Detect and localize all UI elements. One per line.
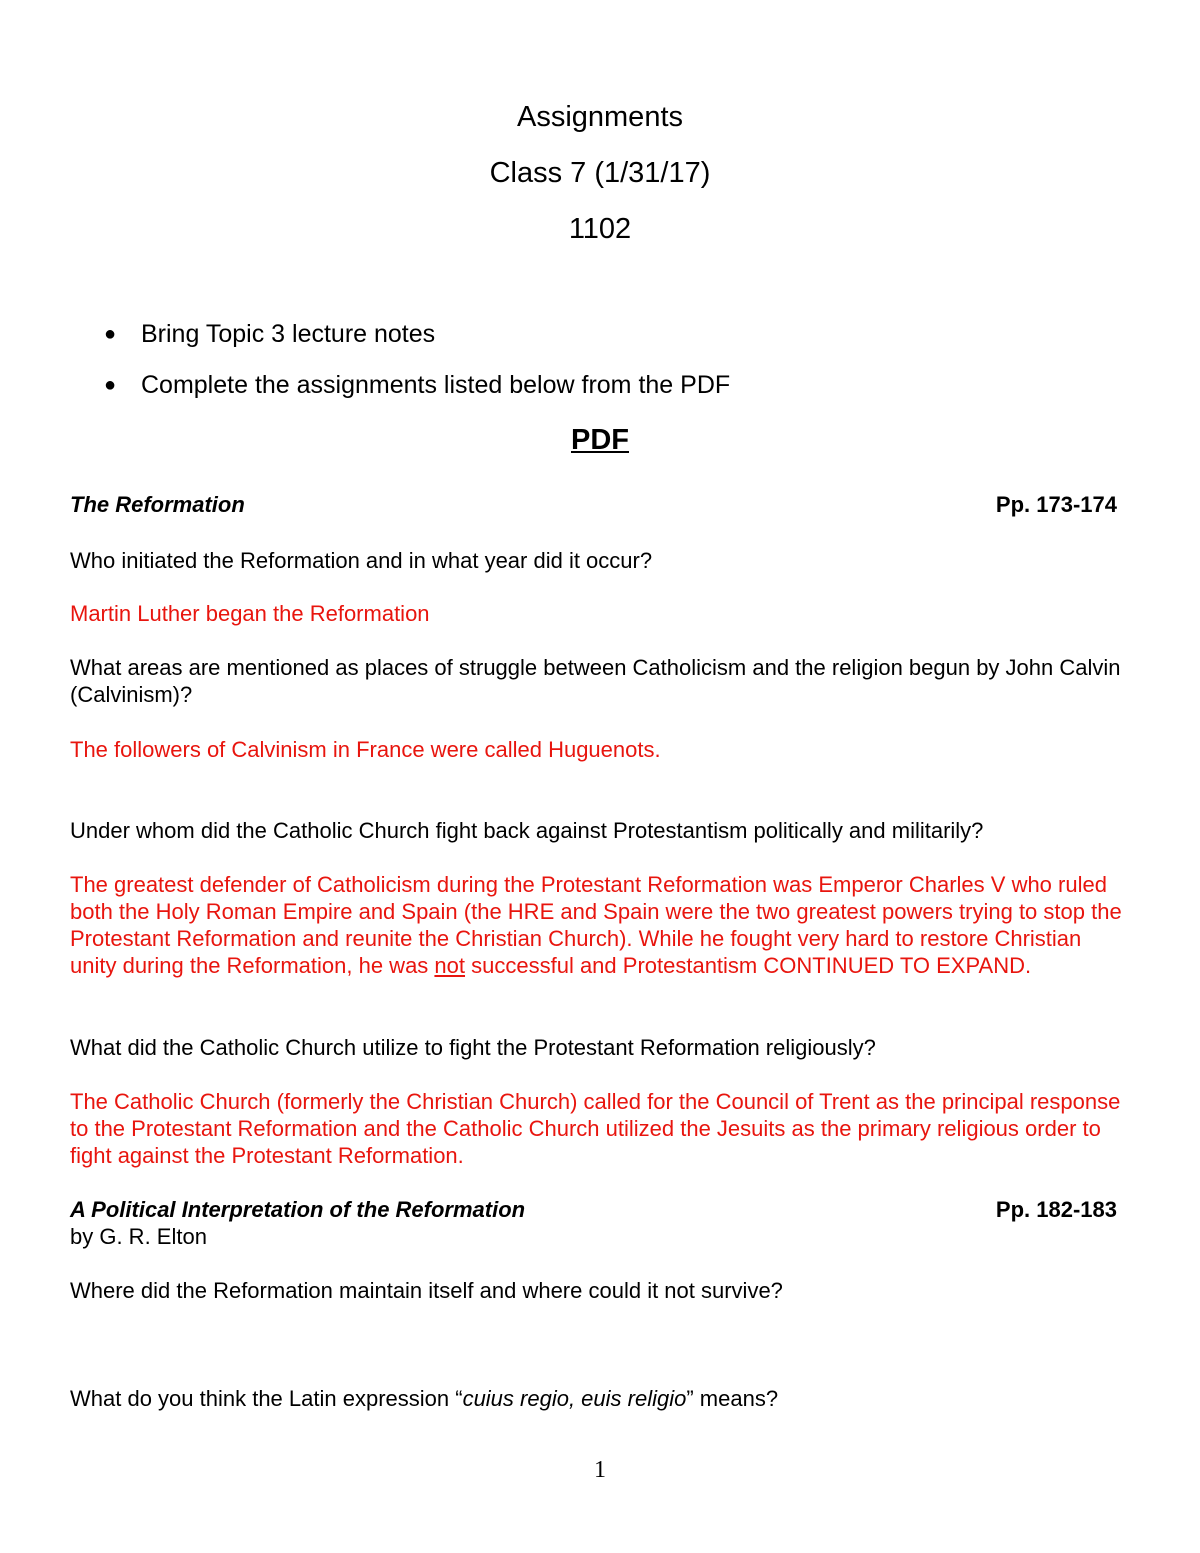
author-line: by G. R. Elton: [70, 1224, 207, 1249]
page-number: 1: [594, 1457, 606, 1483]
bullet-text: Complete the assignments listed below from the PDF: [141, 371, 731, 399]
document-title: Assignments: [516, 101, 683, 133]
section-pages: Pp. 182-183: [995, 1197, 1117, 1222]
pdf-heading: PDF: [571, 424, 629, 456]
bullet-text: Bring Topic 3 lecture notes: [141, 320, 436, 348]
bullet-icon: ●: [104, 323, 117, 345]
answer: The Catholic Church (formerly the Christian Church) called for the Council of Trent as the principal response to the Protestant Reformation and the Catholic Church utilized the Jesuits as the primary religious order to fight against the Protestant Reformation.: [70, 1089, 1121, 1168]
question: What did the Catholic Church utilize to fight the Protestant Reformation religiously?: [70, 1035, 876, 1060]
bullet-item: [104, 319, 435, 349]
section-header: [70, 491, 1117, 518]
bullet-item: [104, 370, 730, 400]
section-title: A Political Interpretation of the Reformation: [70, 1197, 526, 1222]
question-text: What do you think the Latin expression “: [70, 1386, 463, 1411]
question: Who initiated the Reformation and in what year did it occur?: [70, 548, 653, 573]
latin-phrase: cuius regio, euis religio: [462, 1386, 687, 1411]
question: Where did the Reformation maintain itself and where could it not survive?: [70, 1278, 783, 1303]
answer-text: successful and Protestantism CONTINUED TO EXPAND.: [465, 953, 1032, 978]
section-title: The Reformation: [70, 492, 245, 517]
question-text: ” means?: [686, 1386, 779, 1411]
answer-text: The greatest defender of Catholicism during the Protestant Reformation was Emperor Charles V who ruled both the Holy Roman Empire and Spain (the HRE and Spain were the two greatest powers trying to stop the Protestant Reformation and reunite the Christian Church). While he fought very hard to restore Christian unity during the Reformation, he was: [70, 872, 1122, 978]
answer: [70, 871, 1132, 979]
bullet-icon: ●: [104, 374, 117, 396]
class-line: Class 7 (1/31/17): [489, 157, 711, 189]
section-header: [70, 1196, 1117, 1223]
question: [70, 1385, 1132, 1412]
answer: The followers of Calvinism in France were called Huguenots.: [70, 737, 661, 762]
answer-emphasis: not: [434, 953, 466, 978]
question: Under whom did the Catholic Church fight back against Protestantism politically and militarily?: [70, 818, 984, 843]
answer: Martin Luther began the Reformation: [70, 601, 430, 626]
section-pages: Pp. 173-174: [995, 492, 1117, 517]
question: What areas are mentioned as places of struggle between Catholicism and the religion begun by John Calvin (Calvinism)?: [70, 655, 1121, 707]
course-number: 1102: [568, 213, 632, 245]
